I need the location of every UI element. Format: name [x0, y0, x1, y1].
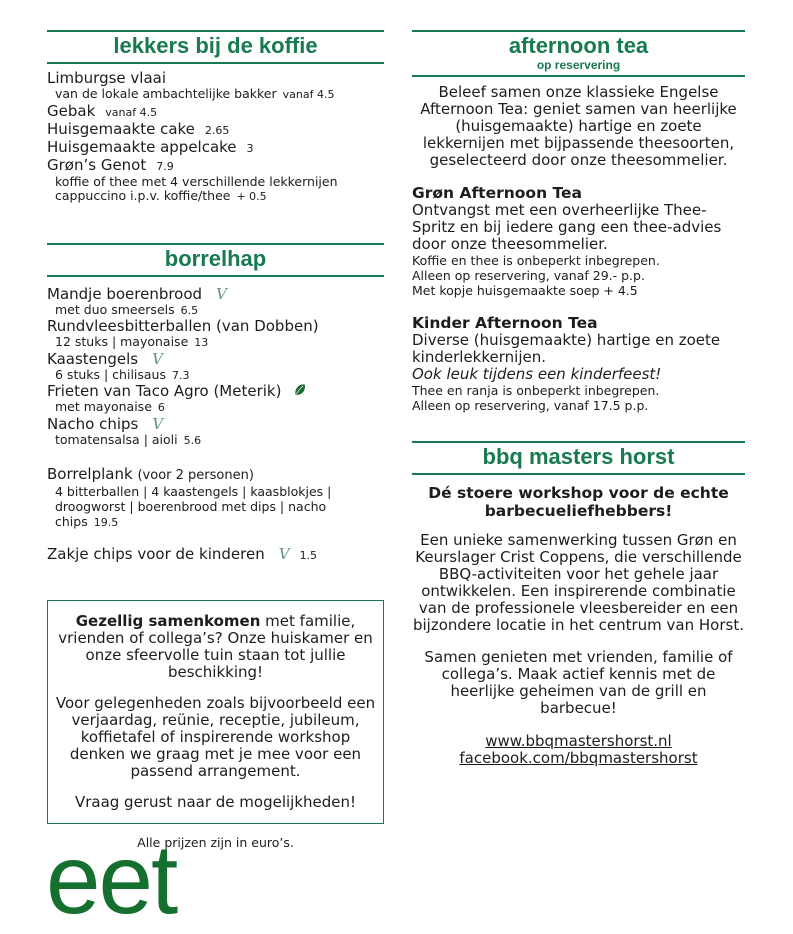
koffie-item-list [47, 70, 384, 205]
item-name-text: Grøn’s Genot [47, 155, 147, 174]
item-suffix: (voor 2 personen) [137, 468, 254, 483]
kinder-note: Thee en ranja is onbeperkt inbegrepen. [412, 383, 660, 398]
menu-item [47, 318, 384, 351]
item-name [47, 466, 384, 484]
item-description [47, 400, 384, 416]
item-price: 2.65 [204, 123, 230, 137]
item-name [47, 383, 384, 400]
menu-item [47, 157, 384, 205]
item-description [47, 433, 384, 449]
item-price: 19.5 [93, 516, 119, 529]
vegetarian-marker: V [216, 284, 227, 303]
item-description [47, 335, 384, 351]
item-price: 13 [194, 336, 209, 349]
gron-note: Koffie en thee is onbeperkt inbegrepen. [412, 253, 660, 268]
kinder-note: Alleen op reservering, vanaf 17.5 p.p. [412, 398, 649, 413]
item-description [47, 303, 384, 319]
item-description [47, 499, 384, 530]
item-price: 5.6 [183, 433, 202, 447]
item-name [47, 103, 384, 121]
item-name [47, 546, 384, 564]
info-paragraph: Voor gelegenheden zoals bijvoorbeeld een verjaardag, reünie, receptie, jubileum, koffietafel of inspirerende workshop denken we graag met je mee voor een passend arrangement. [55, 694, 376, 780]
section-title-koffie: lekkers bij de koffie [113, 33, 318, 58]
item-sub-text: 6 stuks | chilisaus [55, 366, 166, 382]
left-column [47, 22, 384, 850]
menu-item-borrelplank [47, 466, 384, 530]
section-header-koffie [47, 30, 384, 64]
info-paragraph [54, 613, 377, 681]
section-header-bbq [412, 441, 745, 475]
item-name-text: Mandje boerenbrood [47, 284, 203, 303]
item-name-text: Borrelplank [47, 465, 133, 483]
section-title-afternoon-tea: afternoon tea [508, 33, 649, 58]
item-name: Rundvleesbitterballen (van Dobben) [47, 317, 319, 335]
item-name [47, 286, 384, 303]
bbq-paragraph: Een unieke samenwerking tussen Grøn en Keurslager Crist Coppens, die verschillende BBQ-activiteiten voor het gehele jaar ontwikkelen. Een inspirerende combinatie van de professionele vleesbereider en een bijzondere locatie in het centrum van Horst. [412, 531, 744, 634]
item-sub-text: met duo smeersels [55, 301, 175, 317]
item-price: 6.5 [180, 303, 199, 317]
item-description: 4 bitterballen | 4 kaastengels | kaasblokjes | [55, 484, 332, 499]
section-title-borrelhap: borrelhap [164, 245, 267, 271]
info-text: met familie, vrienden of collega’s? Onze huiskamer en onze sfeervolle tuin staan tot jullie beschikking! [58, 612, 373, 681]
item-price: 6 [157, 401, 165, 414]
leaf-icon [293, 383, 306, 397]
vegetarian-marker: V [152, 349, 163, 368]
item-sub-text: cappuccino i.p.v. koffie/thee [55, 188, 231, 203]
kinder-afternoon-tea-heading: Kinder Afternoon Tea [412, 314, 598, 332]
item-name [47, 157, 384, 175]
info-paragraph: Vraag gerust naar de mogelijkheden! [74, 793, 357, 811]
bbq-website-link[interactable]: www.bbqmastershorst.nl [485, 732, 672, 750]
vegetarian-marker: V [278, 545, 290, 563]
item-sub-text: tomatensalsa | aioli [55, 431, 178, 447]
item-description [47, 368, 384, 384]
menu-item-kids-chips [47, 546, 384, 564]
afternoon-tea-intro: Beleef samen onze klassieke Engelse Afternoon Tea: geniet samen van heerlijke (huisgemaakte) hartige en zoete lekkernijen met bijpassende theesoorten, geselecteerd door onze theesommelier. [420, 83, 737, 169]
item-description: koffie of thee met 4 verschillende lekkernijen [55, 173, 338, 189]
item-name [47, 121, 384, 139]
section-title-bbq: bbq masters horst [482, 444, 675, 469]
item-name-text: Gebak [47, 101, 96, 120]
info-bold-lead: Gezellig samenkomen [75, 612, 261, 630]
gron-note: Met kopje huisgemaakte soep + 4.5 [412, 283, 638, 298]
menu-item [47, 70, 384, 103]
bbq-facebook-link[interactable]: facebook.com/bbqmastershorst [459, 749, 698, 767]
item-sub-text: met mayonaise [55, 399, 152, 414]
item-name [47, 139, 384, 157]
gron-afternoon-tea-heading: Grøn Afternoon Tea [412, 184, 583, 202]
kinder-afternoon-tea-block [412, 315, 745, 413]
item-name-text: Zakje chips voor de kinderen [47, 545, 265, 563]
item-name-text: Nacho chips [47, 414, 139, 433]
item-price: 1.5 [299, 549, 318, 562]
item-name-text: Kaastengels [47, 349, 139, 368]
menu-item [47, 121, 384, 139]
item-price: 3 [246, 141, 254, 155]
bbq-links [412, 733, 745, 767]
item-name [47, 416, 384, 433]
item-sub-text: van de lokale ambachtelijke bakker [55, 86, 277, 101]
item-name [47, 351, 384, 368]
menu-item [47, 286, 384, 319]
kinder-afternoon-tea-body: Diverse (huisgemaakte) hartige en zoete kinderlekkernijen. [412, 331, 721, 366]
gron-note: Alleen op reservering, vanaf 29.- p.p. [412, 268, 645, 283]
gron-afternoon-tea-block [412, 185, 745, 298]
section-header-borrelhap [47, 243, 384, 277]
item-price: vanaf 4.5 [282, 88, 335, 101]
item-sub-text: 12 stuks | mayonaise [55, 334, 189, 349]
item-price: 7.9 [156, 159, 174, 173]
right-column [412, 22, 745, 767]
menu-item [47, 139, 384, 157]
menu-item [47, 383, 384, 416]
info-box-gezellig-samenkomen [47, 600, 384, 824]
item-description [47, 87, 384, 103]
menu-item [47, 103, 384, 121]
item-description [47, 189, 384, 205]
section-header-afternoon-tea [412, 30, 745, 77]
menu-item [47, 351, 384, 384]
item-sub-text: droogworst | boerenbrood met dips | nacho chips [55, 499, 327, 529]
gron-afternoon-tea-body: Ontvangst met een overheerlijke Thee-Spritz en bij iedere gang een thee-advies door onze theesommelier. [412, 201, 722, 253]
kinder-afternoon-tea-note-italic: Ook leuk tijdens een kinderfeest! [412, 365, 662, 383]
section-subtitle: op reservering [536, 58, 621, 72]
item-name-text: Huisgemaakte cake [47, 119, 195, 138]
vegetarian-marker: V [152, 414, 164, 433]
borrelhap-item-list [47, 286, 384, 449]
item-name-text: Huisgemaakte appelcake [47, 137, 237, 156]
item-price: vanaf 4.5 [105, 105, 158, 119]
menu-item [47, 416, 384, 449]
item-price: 7.3 [172, 368, 190, 382]
item-name-text: Frieten van Taco Agro (Meterik) [47, 382, 282, 400]
bbq-paragraph: Samen genieten met vrienden, familie of collega’s. Maak actief kennis met de heerlijke geheimen van de grill en barbecue! [424, 648, 733, 717]
item-price: + 0.5 [236, 190, 267, 203]
bbq-tagline: Dé stoere workshop voor de echte barbecueliefhebbers! [428, 484, 729, 520]
eet-logo: eet [46, 824, 177, 934]
item-name: Limburgse vlaai [47, 69, 166, 87]
prices-footnote: Alle prijzen zijn in euro’s. [137, 835, 294, 850]
